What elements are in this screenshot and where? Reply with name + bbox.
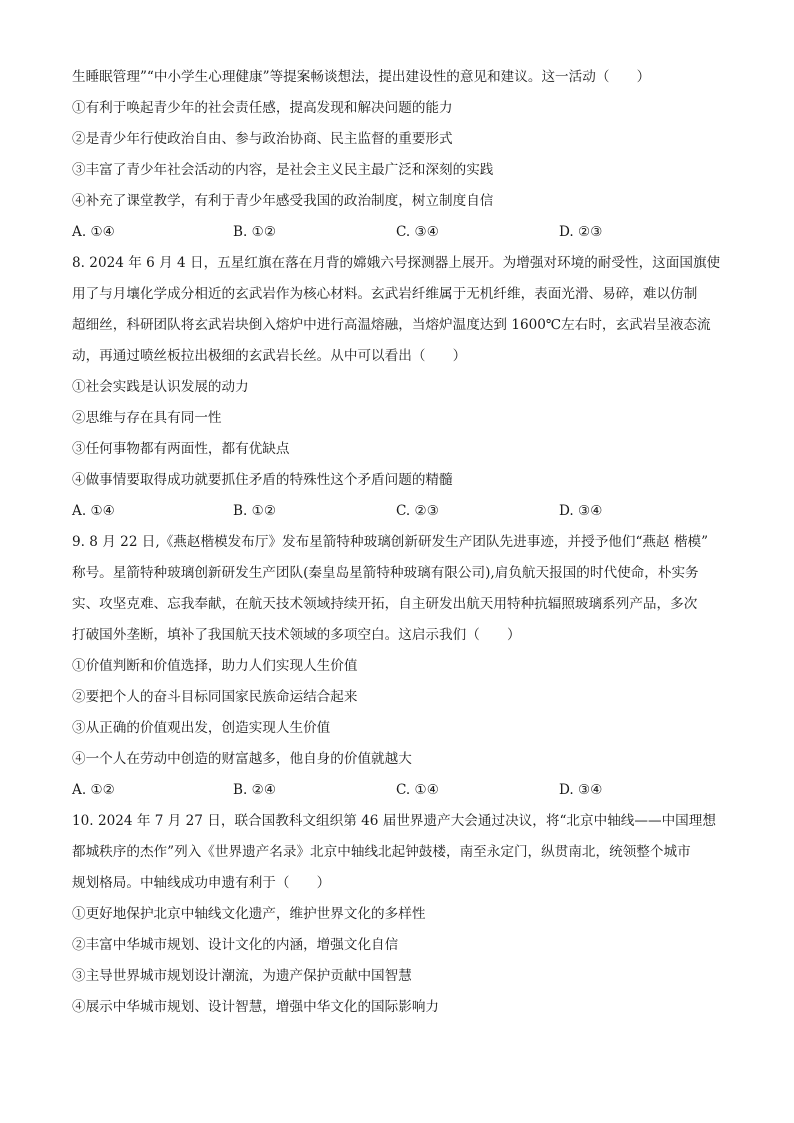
question-8-statement-2: ②思维与存在具有同一性 [72, 410, 222, 426]
question-7-option-a: A. ①④ [72, 224, 115, 240]
question-10-statement-4: ④展示中华城市规划、设计智慧，增强中华文化的国际影响力 [72, 999, 440, 1015]
question-7-statement-4: ④补充了课堂教学，有利于青少年感受我国的政治制度，树立制度自信 [72, 193, 494, 209]
question-10-statement-3: ③主导世界城市规划设计潮流，为遗产保护贡献中国智慧 [72, 968, 412, 984]
question-9-stem-line: 实、攻坚克难、忘我奉献，在航天技术领域持续开拓，自主研发出航天用特种抗辐照玻璃系列产品，多次 [72, 596, 698, 612]
question-7-statement-3: ③丰富了青少年社会活动的内容，是社会主义民主最广泛和深刻的实践 [72, 162, 494, 178]
question-7-option-c: C. ③④ [396, 224, 439, 240]
question-8-option-d: D. ③④ [559, 503, 603, 519]
exam-page [72, 62, 762, 1023]
question-9-stem-line: 称号。星箭特种玻璃创新研发生产团队(秦皇岛星箭特种玻璃有限公司),肩负航天报国的时代使命，朴实务 [72, 565, 699, 581]
question-9-option-b: B. ②④ [233, 782, 277, 798]
question-9-statement-3: ③从正确的价值观出发，创造实现人生价值 [72, 720, 331, 736]
question-9-option-a: A. ①② [72, 782, 115, 798]
question-10-stem-line: 都城秩序的杰作”列入《世界遗产名录》北京中轴线北起钟鼓楼，南至永定门，纵贯南北，统领整个城市 [72, 844, 691, 860]
question-10-stem-line: 规划格局。中轴线成功申遗有利于（ ） [72, 875, 331, 891]
question-7-options [72, 217, 762, 248]
question-8-stem-line: 用了与月壤化学成分相近的玄武岩作为核心材料。玄武岩纤维属于无机纤维，表面光滑、易碎，难以仿制 [72, 286, 698, 302]
question-9-statement-1: ①价值判断和价值选择，助力人们实现人生价值 [72, 658, 358, 674]
question-9-stem-line: 9. 8 月 22 日,《燕赵楷模发布厅》发布星箭特种玻璃创新研发生产团队先进事迹，并授予他们“燕赵 楷模” [72, 534, 709, 550]
question-9-statement-4: ④一个人在劳动中创造的财富越多，他自身的价值就越大 [72, 751, 412, 767]
question-8-option-a: A. ①④ [72, 503, 115, 519]
question-7-option-d: D. ②③ [559, 224, 603, 240]
question-8-stem-line: 8. 2024 年 6 月 4 日，五星红旗在落在月背的嫦娥六号探测器上展开。为增强对环境的耐受性，这面国旗使 [72, 255, 721, 271]
question-8-options [72, 496, 762, 527]
question-10-statement-2: ②丰富中华城市规划、设计文化的内涵，增强文化自信 [72, 937, 399, 953]
question-9-stem-line: 打破国外垄断，填补了我国航天技术领域的多项空白。这启示我们（ ） [72, 627, 521, 643]
question-9 [72, 527, 762, 806]
question-7 [72, 62, 762, 248]
question-8-stem-line: 超细丝，科研团队将玄武岩块倒入熔炉中进行高温熔融，当熔炉温度达到 1600℃左右时，玄武岩呈液态流 [72, 317, 711, 333]
question-8-statement-3: ③任何事物都有两面性，都有优缺点 [72, 441, 290, 457]
question-8-statement-1: ①社会实践是认识发展的动力 [72, 379, 249, 395]
question-10-stem-line: 10. 2024 年 7 月 27 日，联合国教科文组织第 46 届世界遗产大会通过决议，将“北京中轴线——中国理想 [72, 813, 716, 829]
question-9-statement-2: ②要把个人的奋斗目标同国家民族命运结合起来 [72, 689, 358, 705]
question-8-option-b: B. ①② [233, 503, 277, 519]
question-7-statement-2: ②是青少年行使政治自由、参与政治协商、民主监督的重要形式 [72, 131, 453, 147]
question-8 [72, 248, 762, 527]
question-8-stem-line: 动，再通过喷丝板拉出极细的玄武岩长丝。从中可以看出（ ） [72, 348, 467, 364]
question-8-option-c: C. ②③ [396, 503, 439, 519]
question-8-statement-4: ④做事情要取得成功就要抓住矛盾的特殊性这个矛盾问题的精髓 [72, 472, 453, 488]
question-9-options [72, 775, 762, 806]
question-7-option-b: B. ①② [233, 224, 277, 240]
question-9-option-c: C. ①④ [396, 782, 439, 798]
question-7-stem: 生睡眠管理”“中小学生心理健康”等提案畅谈想法，提出建设性的意见和建议。这一活动（ ） [72, 69, 651, 85]
question-7-statement-1: ①有利于唤起青少年的社会责任感，提高发现和解决问题的能力 [72, 100, 453, 116]
question-9-option-d: D. ③④ [559, 782, 603, 798]
question-10-statement-1: ①更好地保护北京中轴线文化遗产，维护世界文化的多样性 [72, 906, 426, 922]
question-10 [72, 806, 762, 1023]
